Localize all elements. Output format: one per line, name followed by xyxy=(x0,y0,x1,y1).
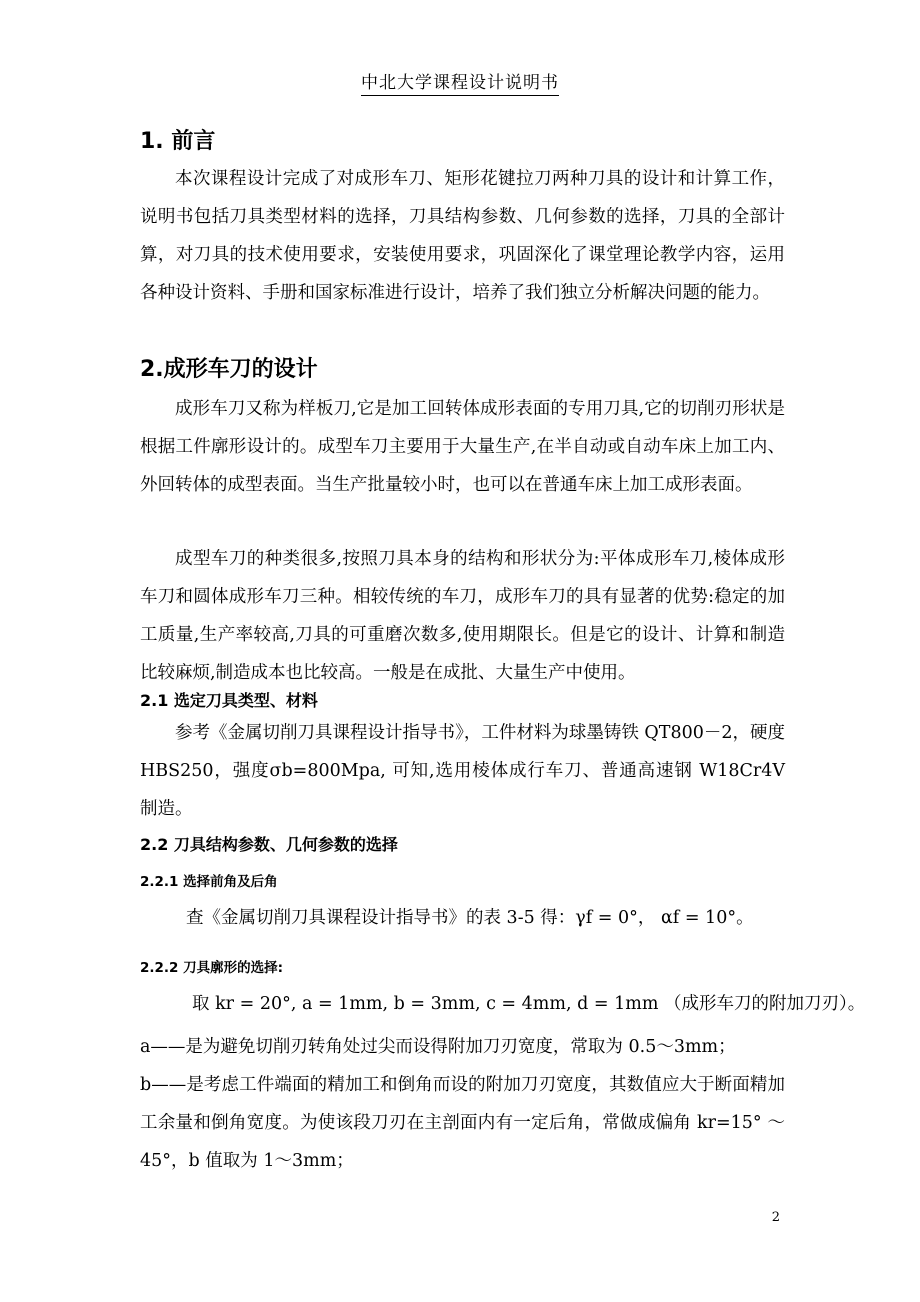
profile-parameters-line: 取 kr = 20°, a = 1mm, b = 3mm, c = 4mm, d = 1mm （成形车刀的附加刀刃）。 xyxy=(192,994,866,1014)
section-2-1-title: 2.1 选定刀具类型、材料 xyxy=(140,691,318,710)
section-2-title: 2.成形车刀的设计 xyxy=(140,357,318,382)
header-title: 中北大学课程设计说明书 xyxy=(361,73,559,96)
rake-clearance-angle-line: 查《金属切削刀具课程设计指导书》的表 3-5 得：γf = 0°， αf = 10°。 xyxy=(186,908,754,928)
section-2-paragraph-2: 成型车刀的种类很多,按照刀具本身的结构和形状分为:平体成形车刀,棱体成形车刀和圆体成形车刀三种。相较传统的车刀，成形车刀的具有显著的优势:稳定的加工质量,生产率较高,刀具的可重磨次数多,使用期限长。但是它的设计、计算和制造比较麻烦,制造成本也比较高。一般是在成批、大量生产中使用。 xyxy=(140,549,785,683)
page-header xyxy=(0,68,920,93)
page-number: 2 xyxy=(771,1210,780,1225)
section-1-paragraph: 本次课程设计完成了对成形车刀、矩形花键拉刀两种刀具的设计和计算工作，说明书包括刀具类型材料的选择，刀具结构参数、几何参数的选择，刀具的全部计算，对刀具的技术使用要求，安装使用要求，巩固深化了课堂理论教学内容，运用各种设计资料、手册和国家标准进行设计，培养了我们独立分析解决问题的能力。 xyxy=(140,169,785,303)
section-2-2-2-title: 2.2.2 刀具廓形的选择: xyxy=(140,960,284,976)
section-1-title: 1. 前言 xyxy=(140,129,216,154)
section-2-paragraph-1: 成形车刀又称为样板刀,它是加工回转体成形表面的专用刀具,它的切削刃形状是根据工件廓形设计的。成型车刀主要用于大量生产,在半自动或自动车床上加工内、外回转体的成型表面。当生产批量较小时，也可以在普通车床上加工成形表面。 xyxy=(140,399,785,495)
section-2-2-title: 2.2 刀具结构参数、几何参数的选择 xyxy=(140,835,398,854)
section-2-2-1-title: 2.2.1 选择前角及后角 xyxy=(140,874,278,890)
definition-b: b——是考虑工件端面的精加工和倒角而设的附加刀刃宽度，其数值应大于断面精加工余量和倒角宽度。为使该段刀刃在主剖面内有一定后角，常做成偏角 kr=15° ～ 45°，b 值取为 1～3mm； xyxy=(140,1075,785,1171)
section-2-1-paragraph: 参考《金属切削刀具课程设计指导书》，工件材料为球墨铸铁 QT800－2，硬度 HBS250，强度σb=800Mpa, 可知,选用棱体成行车刀、普通高速钢 W18Cr4V 制造。 xyxy=(140,723,785,819)
definition-a: a——是为避免切削刃转角处过尖而设得附加刀刃宽度，常取为 0.5～3mm； xyxy=(140,1037,736,1057)
